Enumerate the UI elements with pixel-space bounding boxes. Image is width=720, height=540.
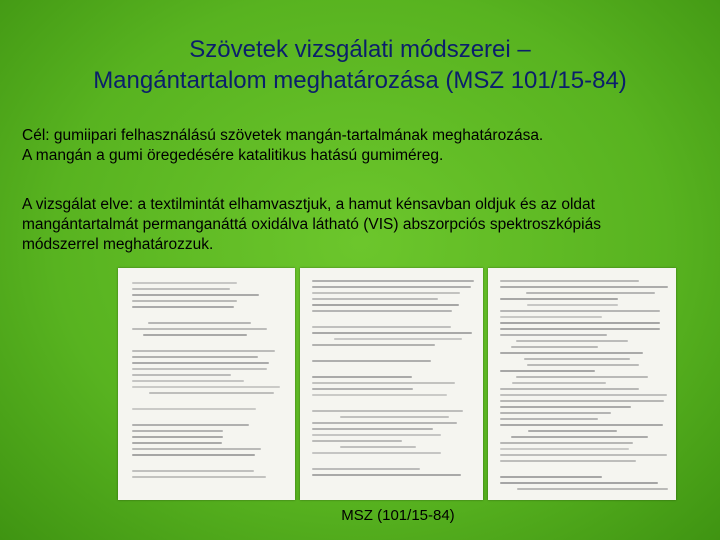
scan-text-line [312,310,452,312]
scan-text-line [334,338,462,340]
scan-text-line [516,340,628,342]
scan-text-line [500,460,636,462]
scan-text-line [132,454,255,456]
goal-line-1: Cél: gumiipari felhasználású szövetek mangán-tartalmának meghatározása. [22,127,544,144]
scan-text-line [132,288,230,290]
scan-text-line [517,488,668,490]
scan-text-line [511,346,598,348]
scan-text-line [132,408,256,410]
scan-text-line [527,304,618,306]
scan-text-line [340,446,416,448]
scan-text-line [132,306,234,308]
standard-document-scans [118,268,676,500]
scan-text-line [148,322,251,324]
scan-text-line [500,328,660,330]
document-page-1 [118,268,295,500]
title-line-1: Szövetek vizsgálati módszerei – [189,36,531,63]
image-caption: MSZ (101/15-84) [341,507,455,524]
scan-text-line [312,332,472,334]
scan-text-line [512,382,606,384]
scan-text-line [500,388,639,390]
principle-line-3: módszerrel meghatározzuk. [22,236,214,253]
scan-text-line [132,380,244,382]
principle-line-2: mangántartalmát permanganáttá oxidálva látható (VIS) abszorpciós spektroszkópiás [22,216,601,233]
scan-text-line [312,474,461,476]
scan-text-line [312,410,463,412]
scan-text-line [500,394,667,396]
scan-text-line [312,382,455,384]
scan-text-line [132,350,275,352]
document-page-3 [488,268,676,500]
principle-paragraph [22,195,702,255]
scan-text-line [511,436,648,438]
scan-text-line [312,422,457,424]
scan-text-line [312,304,459,306]
document-page-2 [300,268,483,500]
scan-text-line [132,356,258,358]
scan-text-line [500,286,668,288]
title-line-2: Mangántartalom meghatározása (MSZ 101/15-84) [93,67,627,94]
scan-text-line [132,362,269,364]
scan-text-line [312,394,447,396]
scan-text-line [312,468,420,470]
scan-text-line [500,454,667,456]
scan-text-line [500,298,618,300]
scan-text-line [500,352,643,354]
goal-paragraph [22,126,702,166]
scan-text-line [312,298,438,300]
scan-text-line [500,310,660,312]
scan-text-line [132,282,237,284]
scan-text-line [500,476,602,478]
slide-title [20,34,700,96]
scan-text-line [132,436,223,438]
scan-text-line [312,452,441,454]
scan-text-line [500,280,639,282]
scan-text-line [132,430,223,432]
scan-text-line [132,424,249,426]
scan-text-line [500,322,660,324]
principle-line-1: A vizsgálat elve: a textilmintát elhamvasztjuk, a hamut kénsavban oldjuk és az oldat [22,196,595,213]
scan-text-line [500,424,663,426]
scan-text-line [143,334,247,336]
scan-text-line [527,364,639,366]
scan-text-line [132,374,231,376]
scan-text-line [132,386,280,388]
scan-text-line [132,470,254,472]
scan-text-line [312,292,460,294]
scan-text-line [312,428,433,430]
scan-text-line [312,434,441,436]
scan-text-line [132,448,261,450]
scan-text-line [312,286,471,288]
scan-text-line [132,442,222,444]
scan-text-line [312,376,412,378]
scan-text-line [500,442,633,444]
scan-text-line [312,388,413,390]
scan-text-line [132,328,267,330]
scan-text-line [524,358,630,360]
scan-text-line [312,360,431,362]
scan-text-line [340,416,449,418]
scan-text-line [500,412,611,414]
scan-text-line [132,294,259,296]
scan-text-line [500,400,664,402]
scan-text-line [500,406,631,408]
scan-text-line [132,368,267,370]
scan-text-line [312,326,451,328]
scan-text-line [132,300,237,302]
scan-text-line [312,440,402,442]
scan-text-line [149,392,274,394]
scan-text-line [528,430,617,432]
scan-text-line [500,482,658,484]
scan-text-line [500,370,595,372]
scan-text-line [312,344,435,346]
scan-text-line [312,280,474,282]
goal-line-2: A mangán a gumi öregedésére katalitikus hatású gumiméreg. [22,147,444,164]
scan-text-line [500,334,607,336]
scan-text-line [500,316,602,318]
scan-text-line [132,476,266,478]
scan-text-line [516,376,648,378]
scan-text-line [500,448,629,450]
scan-text-line [500,418,598,420]
scan-text-line [526,292,655,294]
